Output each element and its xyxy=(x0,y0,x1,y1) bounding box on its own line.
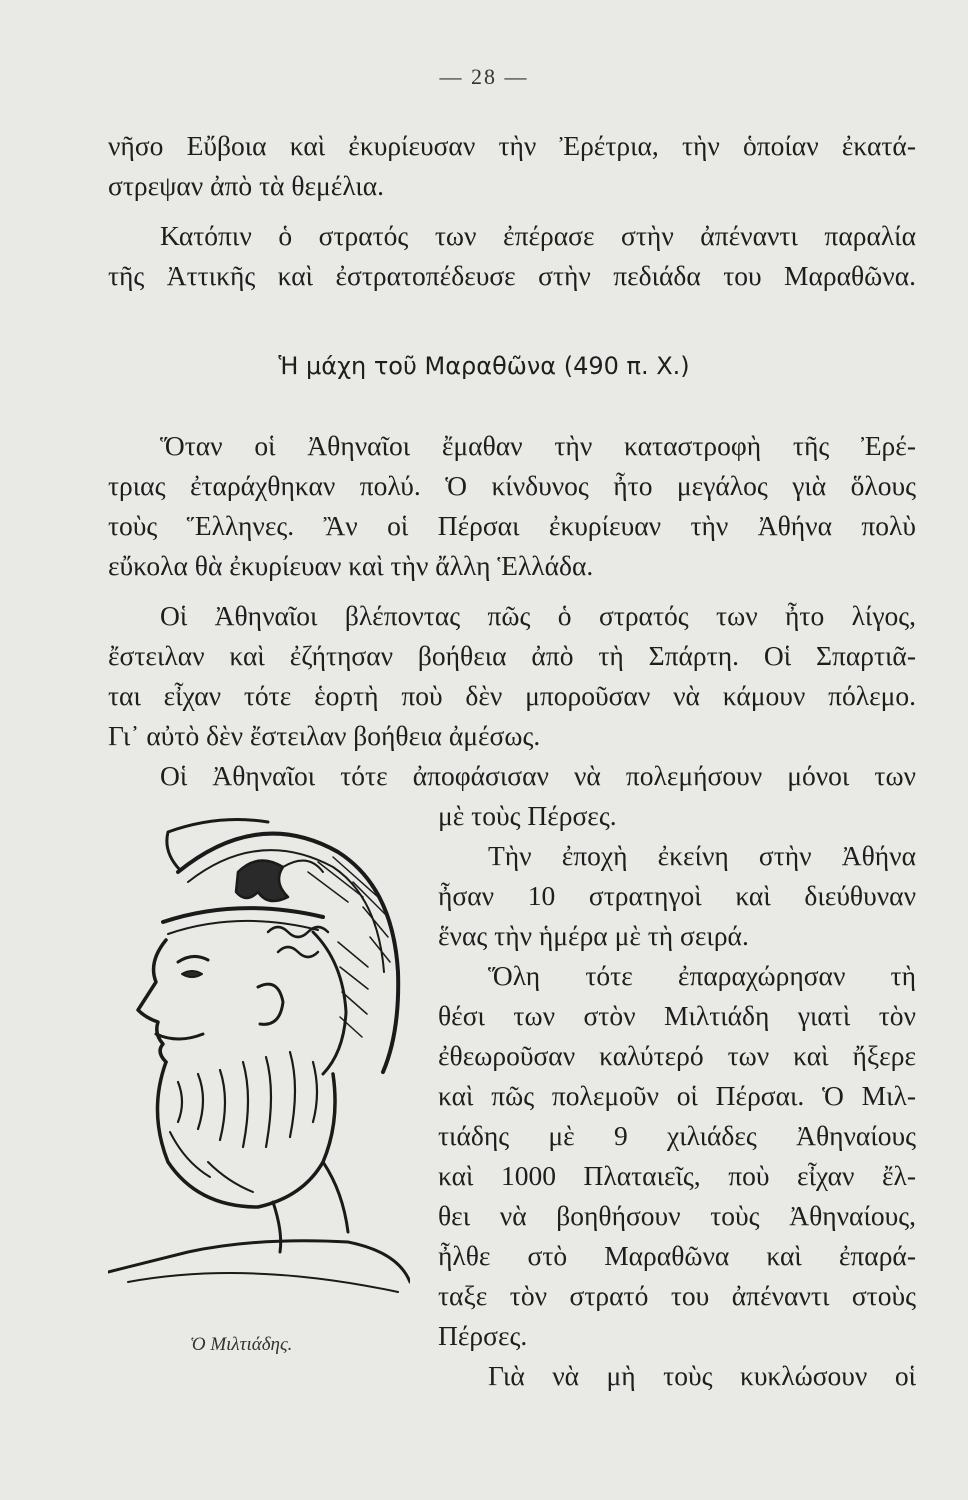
text-line: στρεψαν ἀπὸ τὰ θεμέλια. xyxy=(108,170,385,201)
portrait-caption: Ὁ Μιλτιάδης. xyxy=(190,1334,293,1355)
text-line: Τὴν ἐποχὴ ἐκείνη στὴν Ἀθήνα xyxy=(488,840,916,871)
miltiades-portrait xyxy=(108,812,410,1332)
text-line: καὶ 1000 Πλαταιεῖς, ποὺ εἶχαν ἔλ- xyxy=(438,1160,916,1191)
text-line: ἔστειλαν καὶ ἐζήτησαν βοήθεια ἀπὸ τὴ Σπάρτη. Οἱ Σπαρτιᾶ- xyxy=(108,640,916,671)
text-line: ἦλθε στὸ Μαραθῶνα καὶ ἐπαρά- xyxy=(438,1240,916,1271)
text-line: ἕνας τὴν ἡμέρα μὲ τὴ σειρά. xyxy=(438,920,749,951)
text-line: Γι᾽ αὐτὸ δὲν ἔστειλαν βοήθεια ἀμέσως. xyxy=(108,720,541,751)
page-number: — 28 — xyxy=(439,64,529,89)
text-line: θέσι των στὸν Μιλτιάδη γιατὶ τὸν xyxy=(438,1000,916,1031)
text-line: μὲ τοὺς Πέρσες. xyxy=(438,800,617,831)
text-line: Κατόπιν ὁ στρατός των ἐπέρασε στὴν ἀπέναντι παραλία xyxy=(160,220,916,251)
text-line: τιάδης μὲ 9 χιλιάδες Ἀθηναίους xyxy=(438,1120,916,1151)
text-line: Οἱ Ἀθηναῖοι τότε ἀποφάσισαν νὰ πολεμήσουν μόνοι των xyxy=(160,760,916,791)
text-line: Γιὰ νὰ μὴ τοὺς κυκλώσουν οἱ xyxy=(488,1360,916,1391)
text-line: Ὅταν οἱ Ἀθηναῖοι ἔμαθαν τὴν καταστροφὴ τῆς Ἐρέ- xyxy=(160,430,916,461)
section-heading: Ἡ μάχη τοῦ Μαραθῶνα (490 π. Χ.) xyxy=(278,352,690,380)
text-line: ται εἶχαν τότε ἑορτὴ ποὺ δὲν μποροῦσαν νὰ κάμουν πόλεμο. xyxy=(108,680,916,711)
text-line: θει νὰ βοηθήσουν τοὺς Ἀθηναίους, xyxy=(438,1200,916,1231)
text-line: Οἱ Ἀθηναῖοι βλέποντας πῶς ὁ στρατός των ἦτο λίγος, xyxy=(160,600,916,631)
text-line: Πέρσες. xyxy=(438,1320,528,1351)
text-line: τῆς Ἀττικῆς καὶ ἐστρατοπέδευσε στὴν πεδιάδα του Μαραθῶνα. xyxy=(108,260,916,291)
text-line: ταξε τὸν στρατό του ἀπέναντι στοὺς xyxy=(438,1280,916,1311)
text-line: Ὅλη τότε ἐπαραχώρησαν τὴ xyxy=(488,960,916,991)
text-line: νῆσο Εὔβοια καὶ ἐκυρίευσαν τὴν Ἐρέτρια, τὴν ὁποίαν ἐκατά- xyxy=(108,130,916,161)
text-line: ἦσαν 10 στρατηγοὶ καὶ διεύθυναν xyxy=(438,880,916,911)
text-line: τριας ἐταράχθηκαν πολύ. Ὁ κίνδυνος ἦτο μεγάλος γιὰ ὅλους xyxy=(108,470,916,501)
text-line: ἐθεωροῦσαν καλύτερό των καὶ ἤξερε xyxy=(438,1040,916,1071)
text-line: τοὺς Ἕλληνες. Ἂν οἱ Πέρσαι ἐκυρίευαν τὴν Ἀθήνα πολὺ xyxy=(108,510,916,541)
text-line: καὶ πῶς πολεμοῦν οἱ Πέρσαι. Ὁ Μιλ- xyxy=(438,1080,916,1111)
text-line: εὔκολα θὰ ἐκυρίευαν καὶ τὴν ἄλλη Ἑλλάδα. xyxy=(108,550,594,581)
